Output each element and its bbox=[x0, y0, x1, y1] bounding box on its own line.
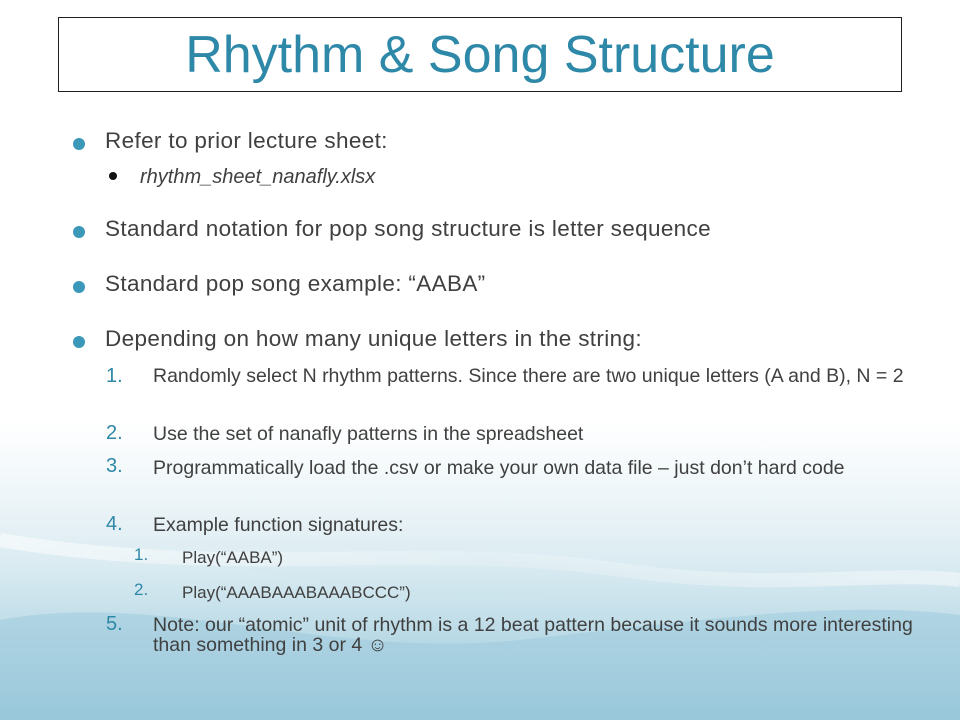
code-example: Play(“AABA”) bbox=[182, 548, 284, 567]
sub-bullet-icon bbox=[109, 172, 117, 180]
list-number: 2. bbox=[106, 422, 123, 444]
bullet-icon bbox=[73, 138, 85, 150]
code-example: Play(“AAABAAABAAABCCC”) bbox=[182, 583, 411, 602]
bullet-icon bbox=[73, 226, 85, 238]
list-item-text: Programmatically load the .csv or make your own data file – just don’t hard code bbox=[153, 457, 845, 479]
bullet-text: Refer to prior lecture sheet: bbox=[105, 128, 388, 153]
bullet-text: Standard pop song example: “AABA” bbox=[105, 271, 486, 296]
list-number: 3. bbox=[106, 455, 123, 477]
bullet-icon bbox=[73, 336, 85, 348]
list-item-text: Note: our “atomic” unit of rhythm is a 12 beat pattern because it sounds more interesting than something in 3 or 4 ☺ bbox=[153, 614, 913, 656]
list-item-text: Use the set of nanafly patterns in the spreadsheet bbox=[153, 423, 584, 445]
list-number: 4. bbox=[106, 513, 123, 535]
bullet-text: Depending on how many unique letters in the string: bbox=[105, 326, 642, 351]
list-item-text: Randomly select N rhythm patterns. Since there are two unique letters (A and B), N = 2 bbox=[153, 365, 904, 387]
bullet-text: Standard notation for pop song structure is letter sequence bbox=[105, 216, 712, 241]
bullet-icon bbox=[73, 281, 85, 293]
list-number: 1. bbox=[106, 365, 123, 387]
file-name: rhythm_sheet_nanafly.xlsx bbox=[140, 166, 376, 188]
list-number: 5. bbox=[106, 613, 123, 635]
list-item-text: Example function signatures: bbox=[153, 514, 404, 536]
slide-title: Rhythm & Song Structure bbox=[185, 25, 775, 84]
sub-list-number: 1. bbox=[134, 545, 149, 564]
sub-list-number: 2. bbox=[134, 580, 149, 599]
